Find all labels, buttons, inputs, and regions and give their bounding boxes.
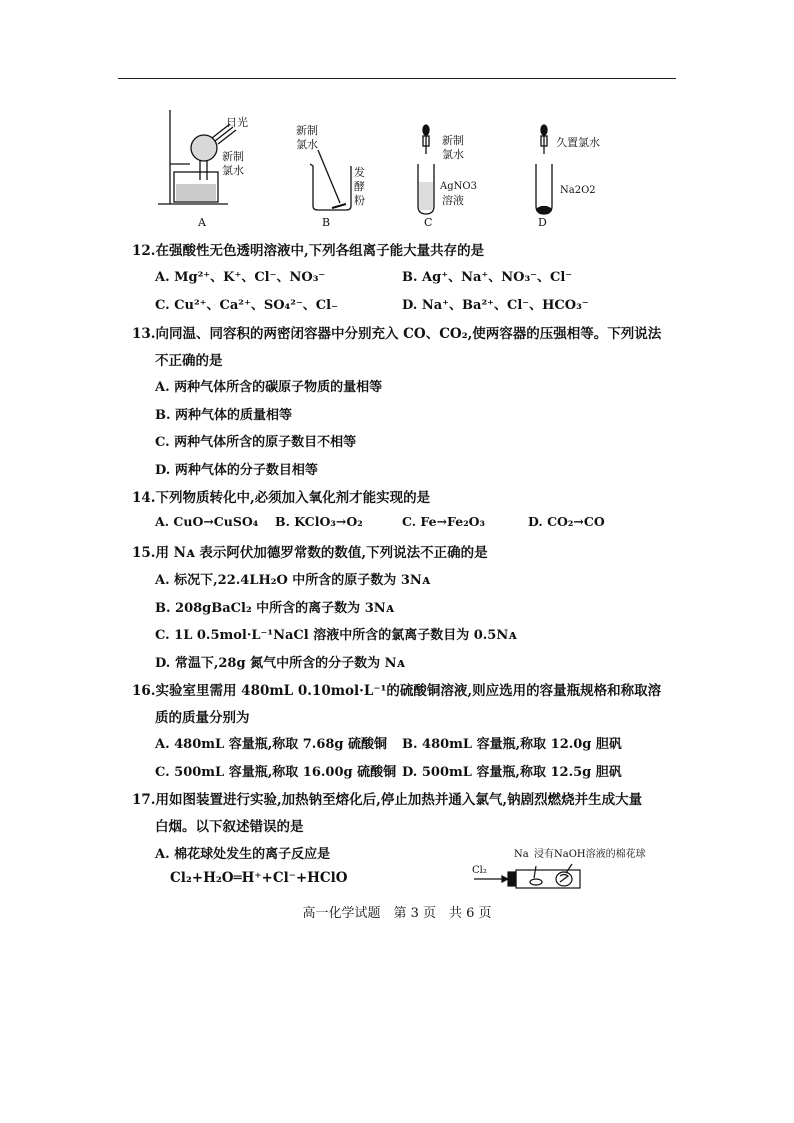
q17-option-a: A. 棉花球处发生的离子反应是 bbox=[155, 847, 331, 862]
q12-option-d: D. Na⁺、Ba²⁺、Cl⁻、HCO₃⁻ bbox=[402, 298, 589, 313]
q16-option-d: D. 500mL 容量瓶,称取 12.5g 胆矾 bbox=[402, 765, 622, 780]
q12-option-b: B. Ag⁺、Na⁺、NO₃⁻、Cl⁻ bbox=[402, 270, 573, 285]
page-footer: 高一化学试题 第 3 页 共 6 页 bbox=[302, 906, 492, 921]
fig-c-water-2: 氯水 bbox=[442, 148, 464, 161]
q17-stem-line1: 17.用如图装置进行实验,加热钠至熔化后,停止加热并通入氯气,钠剧烈燃烧并生成大量 bbox=[132, 792, 643, 808]
q13-option-d: D. 两种气体的分子数目相等 bbox=[155, 463, 318, 478]
fig-d-solid: Na2O2 bbox=[560, 185, 596, 196]
fig-a-sun: 日光 bbox=[226, 116, 248, 129]
q14-option-b: B. KClO₃→O₂ bbox=[275, 514, 363, 529]
fig-c-solution-1: AgNO3 bbox=[440, 181, 477, 192]
fig-c-solution-2: 溶液 bbox=[442, 194, 464, 207]
fig-d-water: 久置氯水 bbox=[556, 136, 600, 149]
q15-option-b: B. 208gBaCl₂ 中所含的离子数为 3Nᴀ bbox=[155, 601, 394, 616]
fig-b-powder-1: 发 bbox=[354, 166, 365, 179]
q13-option-a: A. 两种气体所含的碳原子物质的量相等 bbox=[155, 380, 383, 395]
q14-stem: 14.下列物质转化中,必须加入氧化剂才能实现的是 bbox=[132, 490, 431, 506]
q12-option-a: A. Mg²⁺、K⁺、Cl⁻、NO₃⁻ bbox=[155, 270, 326, 285]
header-rule bbox=[118, 78, 676, 79]
q13-option-c: C. 两种气体所含的原子数目不相等 bbox=[155, 435, 357, 450]
experiment-figures bbox=[150, 108, 620, 232]
q15-option-c: C. 1L 0.5mol·L⁻¹NaCl 溶液中所含的氯离子数目为 0.5Nᴀ bbox=[155, 628, 517, 643]
q15-stem: 15.用 Nᴀ 表示阿伏加德罗常数的数值,下列说法不正确的是 bbox=[132, 545, 488, 561]
q14-option-a: A. CuO→CuSO₄ bbox=[155, 514, 259, 529]
q17-equation: Cl₂+H₂O═H⁺+Cl⁻+HClO bbox=[170, 870, 348, 886]
q12-option-c: C. Cu²⁺、Ca²⁺、SO₄²⁻、Cl₋ bbox=[155, 298, 338, 313]
fig-b-water-1: 新制 bbox=[296, 124, 318, 137]
fig-b-water-2: 氯水 bbox=[296, 138, 318, 151]
q17-fig-cl2: Cl₂ bbox=[472, 865, 487, 876]
q13-stem-line1: 13.向同温、同容积的两密闭容器中分别充入 CO、CO₂,使两容器的压强相等。下列说法 bbox=[132, 326, 662, 342]
q17-fig-na: Na bbox=[514, 849, 529, 860]
q17-apparatus bbox=[472, 844, 682, 890]
q16-option-b: B. 480mL 容量瓶,称取 12.0g 胆矾 bbox=[402, 737, 622, 752]
apparatus-drawings bbox=[150, 108, 620, 232]
q16-option-c: C. 500mL 容量瓶,称取 16.00g 硫酸铜 bbox=[155, 765, 397, 780]
fig-c-water-1: 新制 bbox=[442, 134, 464, 147]
q16-stem-line1: 16.实验室里需用 480mL 0.10mol·L⁻¹的硫酸铜溶液,则应选用的容量瓶规格和称取溶 bbox=[132, 683, 662, 699]
q15-option-d: D. 常温下,28g 氮气中所含的分子数为 Nᴀ bbox=[155, 656, 405, 671]
q16-stem-line2: 质的质量分别为 bbox=[155, 710, 250, 726]
q15-option-a: A. 标况下,22.4LH₂O 中所含的原子数为 3Nᴀ bbox=[155, 573, 431, 588]
fig-d-label: D bbox=[538, 216, 547, 229]
fig-c-label: C bbox=[424, 216, 433, 229]
fig-b-powder-3: 粉 bbox=[354, 194, 365, 207]
q17-stem-line2: 白烟。以下叙述错误的是 bbox=[155, 819, 304, 835]
q13-stem-line2: 不正确的是 bbox=[155, 353, 223, 369]
q16-option-a: A. 480mL 容量瓶,称取 7.68g 硫酸铜 bbox=[155, 737, 388, 752]
q12-stem: 12.在强酸性无色透明溶液中,下列各组离子能大量共存的是 bbox=[132, 243, 485, 259]
fig-b-powder-2: 酵 bbox=[354, 180, 365, 193]
fig-a-water-2: 氯水 bbox=[222, 164, 244, 177]
q14-option-d: D. CO₂→CO bbox=[528, 514, 605, 529]
q17-fig-cotton: 浸有NaOH溶液的棉花球 bbox=[534, 849, 646, 860]
fig-a-label: A bbox=[198, 216, 206, 229]
fig-b-label: B bbox=[322, 216, 331, 229]
q13-option-b: B. 两种气体的质量相等 bbox=[155, 408, 293, 423]
q14-option-c: C. Fe→Fe₂O₃ bbox=[402, 514, 486, 529]
fig-a-water-1: 新制 bbox=[222, 150, 244, 163]
